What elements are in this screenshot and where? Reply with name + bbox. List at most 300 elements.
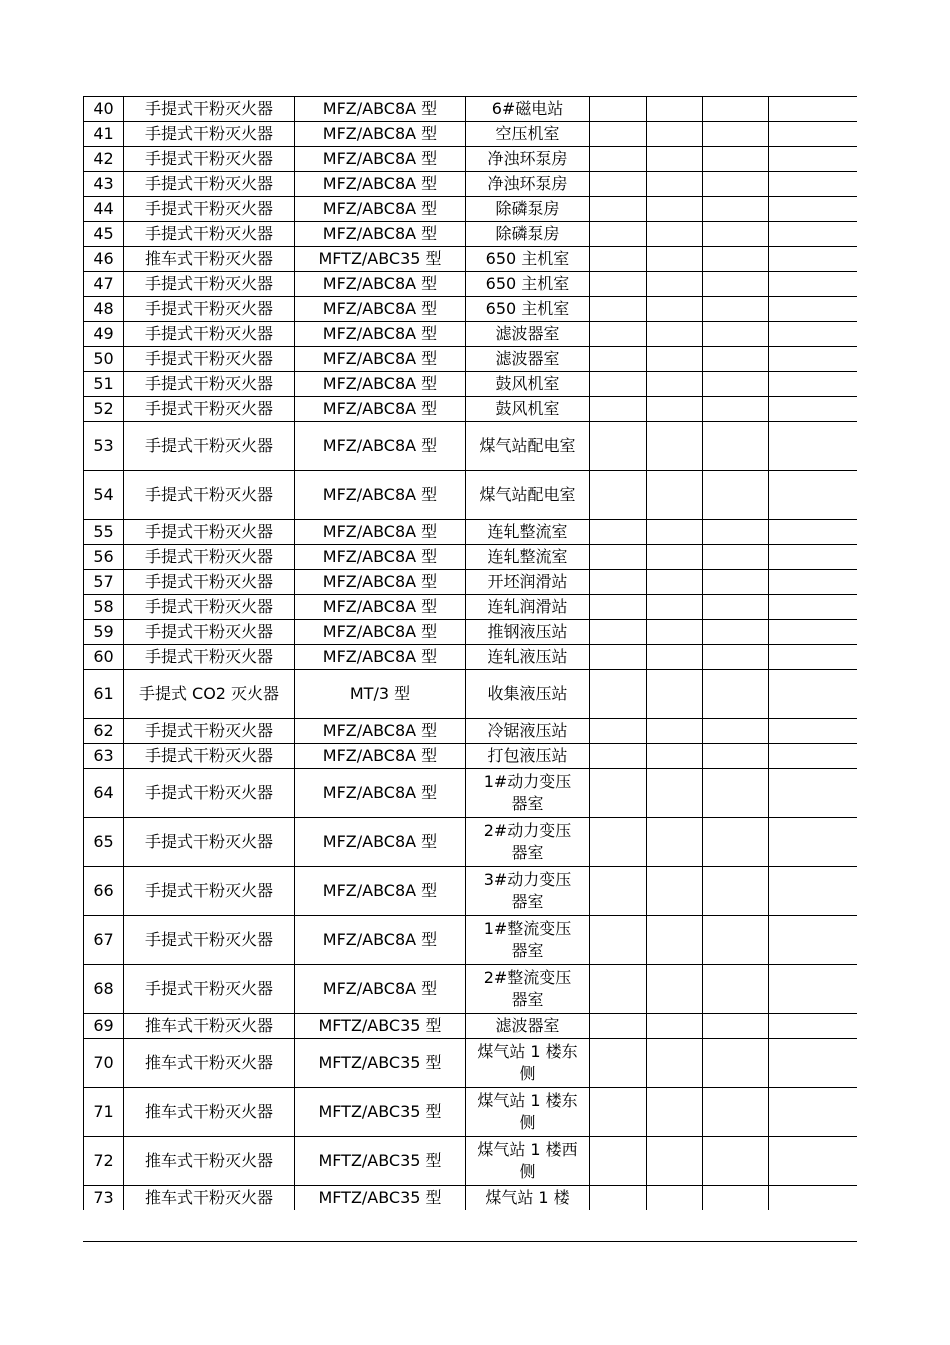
blank-cell — [590, 545, 647, 570]
blank-cell — [703, 322, 769, 347]
blank-cell — [647, 147, 703, 172]
blank-cell — [590, 122, 647, 147]
extinguisher-model: MFTZ/ABC35 型 — [295, 247, 466, 272]
blank-cell — [769, 1137, 858, 1186]
table-row — [84, 147, 858, 172]
extinguisher-name: 手提式干粉灭火器 — [124, 422, 295, 471]
blank-cell — [769, 147, 858, 172]
extinguisher-model: MFZ/ABC8A 型 — [295, 471, 466, 520]
extinguisher-location: 滤波器室 — [466, 1014, 590, 1039]
table-row — [84, 570, 858, 595]
extinguisher-model: MFZ/ABC8A 型 — [295, 769, 466, 818]
blank-cell — [590, 645, 647, 670]
extinguisher-model: MT/3 型 — [295, 670, 466, 719]
extinguisher-model: MFZ/ABC8A 型 — [295, 347, 466, 372]
row-number: 56 — [84, 545, 124, 570]
blank-cell — [647, 122, 703, 147]
extinguisher-location: 开坯润滑站 — [466, 570, 590, 595]
extinguisher-name: 推车式干粉灭火器 — [124, 1014, 295, 1039]
blank-cell — [769, 222, 858, 247]
extinguisher-name: 手提式干粉灭火器 — [124, 620, 295, 645]
extinguisher-model: MFZ/ABC8A 型 — [295, 122, 466, 147]
blank-cell — [703, 744, 769, 769]
table-row — [84, 322, 858, 347]
blank-cell — [769, 247, 858, 272]
extinguisher-name: 手提式干粉灭火器 — [124, 867, 295, 916]
row-number: 63 — [84, 744, 124, 769]
blank-cell — [769, 916, 858, 965]
extinguisher-name: 推车式干粉灭火器 — [124, 1186, 295, 1211]
table-row — [84, 520, 858, 545]
extinguisher-name: 手提式干粉灭火器 — [124, 744, 295, 769]
blank-cell — [703, 147, 769, 172]
blank-cell — [703, 595, 769, 620]
blank-cell — [590, 247, 647, 272]
blank-cell — [769, 122, 858, 147]
blank-cell — [590, 322, 647, 347]
blank-cell — [590, 422, 647, 471]
table-row — [84, 272, 858, 297]
blank-cell — [769, 645, 858, 670]
blank-cell — [703, 197, 769, 222]
blank-cell — [769, 520, 858, 545]
blank-cell — [590, 595, 647, 620]
extinguisher-location: 鼓风机室 — [466, 397, 590, 422]
blank-cell — [590, 916, 647, 965]
extinguisher-model: MFZ/ABC8A 型 — [295, 297, 466, 322]
blank-cell — [703, 172, 769, 197]
extinguisher-model: MFZ/ABC8A 型 — [295, 545, 466, 570]
row-number: 55 — [84, 520, 124, 545]
blank-cell — [703, 272, 769, 297]
blank-cell — [769, 297, 858, 322]
row-number: 66 — [84, 867, 124, 916]
table-row — [84, 97, 858, 122]
blank-cell — [590, 372, 647, 397]
blank-cell — [769, 97, 858, 122]
blank-cell — [647, 397, 703, 422]
blank-cell — [703, 1186, 769, 1211]
table-row — [84, 867, 858, 916]
table-row — [84, 818, 858, 867]
extinguisher-model: MFZ/ABC8A 型 — [295, 645, 466, 670]
table-row — [84, 1039, 858, 1088]
blank-cell — [590, 471, 647, 520]
blank-cell — [590, 197, 647, 222]
blank-cell — [703, 520, 769, 545]
blank-cell — [590, 222, 647, 247]
blank-cell — [703, 1014, 769, 1039]
row-number: 64 — [84, 769, 124, 818]
blank-cell — [769, 1039, 858, 1088]
extinguisher-name: 推车式干粉灭火器 — [124, 1039, 295, 1088]
extinguisher-location: 除磷泵房 — [466, 222, 590, 247]
extinguisher-name: 手提式干粉灭火器 — [124, 297, 295, 322]
table-row — [84, 347, 858, 372]
extinguisher-name: 手提式干粉灭火器 — [124, 172, 295, 197]
extinguisher-name: 手提式干粉灭火器 — [124, 769, 295, 818]
table-row — [84, 422, 858, 471]
row-number: 54 — [84, 471, 124, 520]
blank-cell — [647, 965, 703, 1014]
blank-cell — [647, 222, 703, 247]
extinguisher-location: 煤气站 1 楼东侧 — [466, 1039, 590, 1088]
table-row — [84, 545, 858, 570]
blank-cell — [769, 471, 858, 520]
blank-cell — [647, 1186, 703, 1211]
extinguisher-name: 推车式干粉灭火器 — [124, 1088, 295, 1137]
row-number: 62 — [84, 719, 124, 744]
blank-cell — [647, 422, 703, 471]
blank-cell — [703, 247, 769, 272]
extinguisher-model: MFZ/ABC8A 型 — [295, 272, 466, 297]
blank-cell — [769, 670, 858, 719]
blank-cell — [703, 122, 769, 147]
blank-cell — [769, 965, 858, 1014]
blank-cell — [769, 595, 858, 620]
row-number: 44 — [84, 197, 124, 222]
extinguisher-model: MFZ/ABC8A 型 — [295, 818, 466, 867]
blank-cell — [769, 422, 858, 471]
extinguisher-location: 滤波器室 — [466, 322, 590, 347]
blank-cell — [769, 272, 858, 297]
blank-cell — [703, 965, 769, 1014]
blank-cell — [703, 422, 769, 471]
row-number: 71 — [84, 1088, 124, 1137]
table-row — [84, 645, 858, 670]
blank-cell — [647, 520, 703, 545]
blank-cell — [769, 818, 858, 867]
extinguisher-location: 净浊环泵房 — [466, 147, 590, 172]
extinguisher-name: 手提式干粉灭火器 — [124, 122, 295, 147]
extinguisher-location: 连轧整流室 — [466, 545, 590, 570]
extinguisher-location: 滤波器室 — [466, 347, 590, 372]
table-row — [84, 297, 858, 322]
extinguisher-name: 手提式干粉灭火器 — [124, 372, 295, 397]
blank-cell — [769, 197, 858, 222]
extinguisher-location: 除磷泵房 — [466, 197, 590, 222]
extinguisher-location: 空压机室 — [466, 122, 590, 147]
blank-cell — [647, 297, 703, 322]
blank-cell — [590, 670, 647, 719]
extinguisher-location: 煤气站 1 楼东侧 — [466, 1088, 590, 1137]
row-number: 59 — [84, 620, 124, 645]
extinguisher-name: 手提式干粉灭火器 — [124, 595, 295, 620]
blank-cell — [769, 744, 858, 769]
extinguisher-location: 连轧润滑站 — [466, 595, 590, 620]
blank-cell — [703, 719, 769, 744]
extinguisher-model: MFZ/ABC8A 型 — [295, 97, 466, 122]
extinguisher-name: 推车式干粉灭火器 — [124, 1137, 295, 1186]
row-number: 42 — [84, 147, 124, 172]
table-row — [84, 620, 858, 645]
blank-cell — [769, 1186, 858, 1211]
blank-cell — [769, 1088, 858, 1137]
table-row — [84, 197, 858, 222]
blank-cell — [647, 916, 703, 965]
blank-cell — [647, 620, 703, 645]
row-number: 53 — [84, 422, 124, 471]
blank-cell — [769, 769, 858, 818]
blank-cell — [647, 372, 703, 397]
table-row — [84, 247, 858, 272]
extinguisher-location: 连轧液压站 — [466, 645, 590, 670]
row-number: 72 — [84, 1137, 124, 1186]
blank-cell — [647, 247, 703, 272]
extinguisher-name: 手提式干粉灭火器 — [124, 322, 295, 347]
table-row — [84, 744, 858, 769]
blank-cell — [769, 372, 858, 397]
blank-cell — [703, 347, 769, 372]
blank-cell — [769, 172, 858, 197]
blank-cell — [647, 272, 703, 297]
extinguisher-name: 手提式干粉灭火器 — [124, 147, 295, 172]
extinguisher-location: 1#整流变压器室 — [466, 916, 590, 965]
extinguisher-location: 煤气站配电室 — [466, 422, 590, 471]
blank-cell — [590, 570, 647, 595]
extinguisher-location: 煤气站 1 楼 — [466, 1186, 590, 1211]
blank-cell — [647, 471, 703, 520]
extinguisher-model: MFZ/ABC8A 型 — [295, 322, 466, 347]
blank-cell — [590, 297, 647, 322]
blank-cell — [590, 965, 647, 1014]
extinguisher-model: MFZ/ABC8A 型 — [295, 397, 466, 422]
row-number: 68 — [84, 965, 124, 1014]
table-row — [84, 769, 858, 818]
extinguisher-name: 手提式干粉灭火器 — [124, 645, 295, 670]
row-number: 65 — [84, 818, 124, 867]
blank-cell — [769, 347, 858, 372]
row-number: 52 — [84, 397, 124, 422]
blank-cell — [647, 97, 703, 122]
extinguisher-location: 3#动力变压器室 — [466, 867, 590, 916]
extinguisher-name: 手提式干粉灭火器 — [124, 347, 295, 372]
blank-cell — [647, 347, 703, 372]
extinguisher-model: MFTZ/ABC35 型 — [295, 1014, 466, 1039]
blank-cell — [590, 97, 647, 122]
extinguisher-location: 打包液压站 — [466, 744, 590, 769]
blank-cell — [647, 322, 703, 347]
blank-cell — [647, 172, 703, 197]
extinguisher-location: 煤气站 1 楼西侧 — [466, 1137, 590, 1186]
row-number: 40 — [84, 97, 124, 122]
blank-cell — [703, 97, 769, 122]
extinguisher-location: 2#动力变压器室 — [466, 818, 590, 867]
blank-cell — [769, 570, 858, 595]
blank-cell — [590, 272, 647, 297]
blank-cell — [647, 769, 703, 818]
table-row — [84, 1088, 858, 1137]
table-row — [84, 471, 858, 520]
blank-cell — [647, 1137, 703, 1186]
extinguisher-model: MFZ/ABC8A 型 — [295, 147, 466, 172]
blank-cell — [703, 645, 769, 670]
extinguisher-name: 手提式干粉灭火器 — [124, 471, 295, 520]
extinguisher-name: 手提式干粉灭火器 — [124, 719, 295, 744]
table-row — [84, 172, 858, 197]
blank-cell — [590, 867, 647, 916]
extinguisher-table — [83, 96, 857, 1210]
row-number: 58 — [84, 595, 124, 620]
row-number: 50 — [84, 347, 124, 372]
table-row — [84, 719, 858, 744]
blank-cell — [769, 1014, 858, 1039]
blank-cell — [703, 372, 769, 397]
table-row — [84, 397, 858, 422]
blank-cell — [647, 719, 703, 744]
blank-cell — [590, 719, 647, 744]
blank-cell — [703, 818, 769, 867]
table-row — [84, 595, 858, 620]
table-row — [84, 1137, 858, 1186]
blank-cell — [590, 1039, 647, 1088]
blank-cell — [703, 222, 769, 247]
extinguisher-model: MFTZ/ABC35 型 — [295, 1137, 466, 1186]
extinguisher-name: 手提式干粉灭火器 — [124, 570, 295, 595]
blank-cell — [703, 916, 769, 965]
blank-cell — [647, 197, 703, 222]
row-number: 49 — [84, 322, 124, 347]
blank-cell — [769, 719, 858, 744]
extinguisher-model: MFZ/ABC8A 型 — [295, 372, 466, 397]
row-number: 48 — [84, 297, 124, 322]
extinguisher-model: MFZ/ABC8A 型 — [295, 422, 466, 471]
table-row — [84, 372, 858, 397]
extinguisher-model: MFZ/ABC8A 型 — [295, 520, 466, 545]
extinguisher-model: MFZ/ABC8A 型 — [295, 965, 466, 1014]
extinguisher-model: MFZ/ABC8A 型 — [295, 222, 466, 247]
extinguisher-model: MFTZ/ABC35 型 — [295, 1186, 466, 1211]
table-row — [84, 1014, 858, 1039]
extinguisher-model: MFZ/ABC8A 型 — [295, 867, 466, 916]
row-number: 69 — [84, 1014, 124, 1039]
blank-cell — [769, 620, 858, 645]
row-number: 43 — [84, 172, 124, 197]
extinguisher-name: 手提式干粉灭火器 — [124, 520, 295, 545]
blank-cell — [769, 545, 858, 570]
extinguisher-location: 鼓风机室 — [466, 372, 590, 397]
blank-cell — [703, 1088, 769, 1137]
extinguisher-name: 手提式干粉灭火器 — [124, 222, 295, 247]
extinguisher-location: 650 主机室 — [466, 272, 590, 297]
table-row — [84, 122, 858, 147]
extinguisher-model: MFZ/ABC8A 型 — [295, 595, 466, 620]
table-row — [84, 222, 858, 247]
row-number: 60 — [84, 645, 124, 670]
extinguisher-model: MFZ/ABC8A 型 — [295, 620, 466, 645]
extinguisher-location: 2#整流变压器室 — [466, 965, 590, 1014]
blank-cell — [703, 769, 769, 818]
blank-cell — [703, 867, 769, 916]
blank-cell — [703, 397, 769, 422]
blank-cell — [703, 670, 769, 719]
blank-cell — [590, 620, 647, 645]
extinguisher-name: 手提式干粉灭火器 — [124, 916, 295, 965]
extinguisher-name: 手提式干粉灭火器 — [124, 397, 295, 422]
blank-cell — [647, 867, 703, 916]
extinguisher-name: 手提式干粉灭火器 — [124, 965, 295, 1014]
row-number: 61 — [84, 670, 124, 719]
blank-cell — [647, 744, 703, 769]
blank-cell — [703, 545, 769, 570]
extinguisher-location: 煤气站配电室 — [466, 471, 590, 520]
row-number: 57 — [84, 570, 124, 595]
extinguisher-model: MFTZ/ABC35 型 — [295, 1039, 466, 1088]
row-number: 70 — [84, 1039, 124, 1088]
row-number: 46 — [84, 247, 124, 272]
blank-cell — [647, 570, 703, 595]
extinguisher-model: MFZ/ABC8A 型 — [295, 197, 466, 222]
blank-cell — [647, 670, 703, 719]
blank-cell — [590, 397, 647, 422]
extinguisher-location: 连轧整流室 — [466, 520, 590, 545]
blank-cell — [769, 397, 858, 422]
blank-cell — [647, 1014, 703, 1039]
blank-cell — [647, 1088, 703, 1137]
extinguisher-model: MFZ/ABC8A 型 — [295, 172, 466, 197]
table-row — [84, 916, 858, 965]
blank-cell — [769, 322, 858, 347]
extinguisher-name: 手提式干粉灭火器 — [124, 545, 295, 570]
blank-cell — [703, 1039, 769, 1088]
blank-cell — [590, 769, 647, 818]
extinguisher-name: 手提式干粉灭火器 — [124, 818, 295, 867]
blank-cell — [703, 570, 769, 595]
document-page — [83, 96, 857, 1242]
extinguisher-model: MFZ/ABC8A 型 — [295, 916, 466, 965]
blank-cell — [590, 744, 647, 769]
row-number: 47 — [84, 272, 124, 297]
extinguisher-location: 净浊环泵房 — [466, 172, 590, 197]
blank-cell — [647, 645, 703, 670]
row-number: 73 — [84, 1186, 124, 1211]
blank-cell — [590, 818, 647, 867]
blank-cell — [703, 1137, 769, 1186]
blank-cell — [590, 1014, 647, 1039]
extinguisher-location: 650 主机室 — [466, 247, 590, 272]
blank-cell — [590, 347, 647, 372]
extinguisher-model: MFTZ/ABC35 型 — [295, 1088, 466, 1137]
extinguisher-name: 手提式干粉灭火器 — [124, 197, 295, 222]
extinguisher-name: 手提式干粉灭火器 — [124, 97, 295, 122]
blank-cell — [647, 1039, 703, 1088]
extinguisher-model: MFZ/ABC8A 型 — [295, 719, 466, 744]
extinguisher-location: 650 主机室 — [466, 297, 590, 322]
blank-cell — [703, 620, 769, 645]
extinguisher-name: 推车式干粉灭火器 — [124, 247, 295, 272]
blank-cell — [590, 520, 647, 545]
extinguisher-location: 推钢液压站 — [466, 620, 590, 645]
extinguisher-name: 手提式 CO2 灭火器 — [124, 670, 295, 719]
blank-cell — [703, 297, 769, 322]
row-number: 45 — [84, 222, 124, 247]
blank-cell — [769, 867, 858, 916]
blank-cell — [703, 471, 769, 520]
blank-cell — [647, 545, 703, 570]
blank-cell — [647, 595, 703, 620]
blank-cell — [590, 1088, 647, 1137]
extinguisher-location: 冷锯液压站 — [466, 719, 590, 744]
row-number: 67 — [84, 916, 124, 965]
table-row — [84, 965, 858, 1014]
table-row — [84, 670, 858, 719]
extinguisher-location: 1#动力变压器室 — [466, 769, 590, 818]
row-number: 51 — [84, 372, 124, 397]
blank-cell — [590, 172, 647, 197]
extinguisher-model: MFZ/ABC8A 型 — [295, 570, 466, 595]
extinguisher-location: 收集液压站 — [466, 670, 590, 719]
table-row — [84, 1186, 858, 1211]
